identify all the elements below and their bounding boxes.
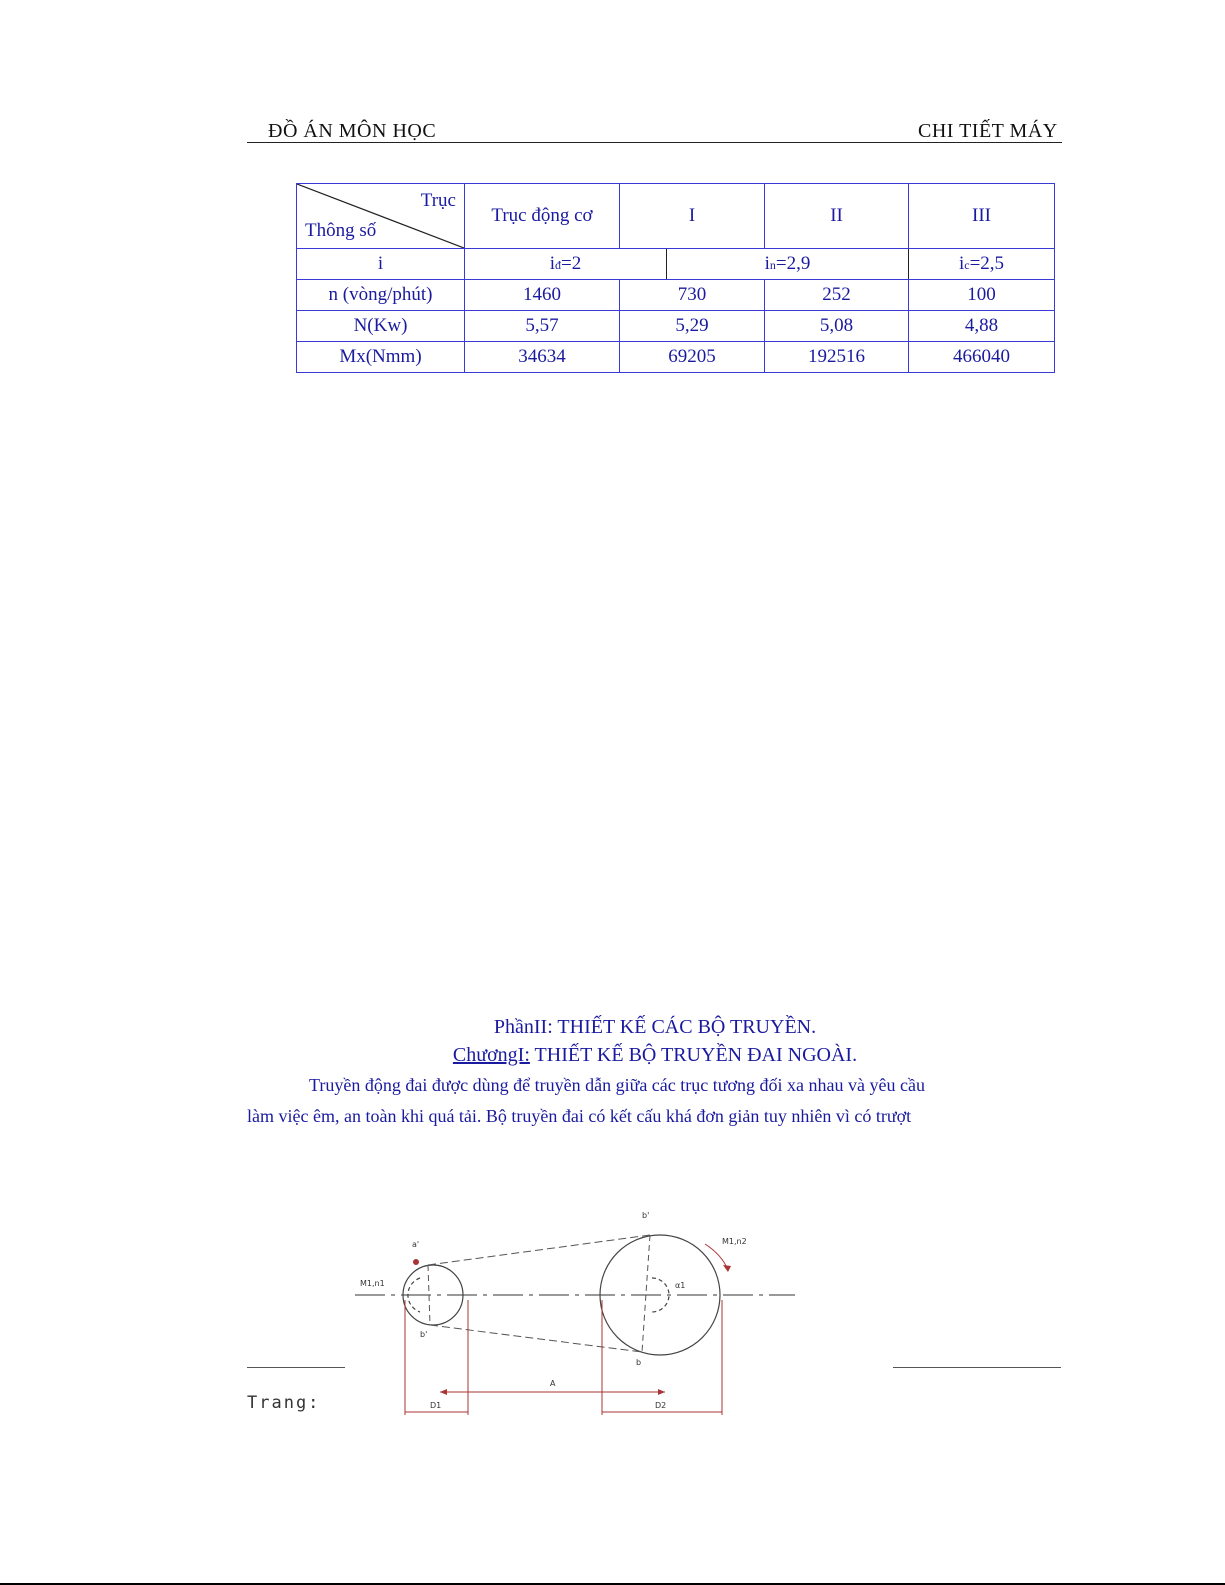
- arrow-icon: [440, 1389, 447, 1395]
- cell-power-motor: 5,57: [465, 311, 620, 342]
- table-header-row: [297, 184, 1055, 249]
- column-header-iii: III: [909, 184, 1055, 249]
- cell-speed-ii: 252: [765, 280, 909, 311]
- header-right-title: CHI TIẾT MÁY: [918, 120, 1058, 142]
- label-b-small: b': [420, 1330, 428, 1339]
- row-label-torque: Mx(Nmm): [297, 342, 465, 373]
- row-label-ratio: i: [297, 249, 465, 280]
- shaft-parameters-table: [296, 183, 1055, 373]
- column-header-i: I: [620, 184, 765, 249]
- column-header-motor: Trục động cơ: [465, 184, 620, 249]
- arrow-icon: [658, 1389, 665, 1395]
- ratio-subscript: đ: [555, 258, 562, 272]
- ratio-symbol: i: [764, 253, 770, 274]
- part-title: PhầnII: THIẾT KẾ CÁC BỘ TRUYỀN.: [493, 1016, 817, 1038]
- header-rule: [247, 142, 1062, 143]
- ratio-value: =2,5: [969, 253, 1005, 274]
- cell-torque-iii: 466040: [909, 342, 1055, 373]
- label-m2: M1,n2: [722, 1237, 747, 1246]
- ratio-symbol: i: [549, 253, 556, 274]
- cell-torque-i: 69205: [620, 342, 765, 373]
- label-b-prime: b': [642, 1211, 650, 1220]
- paragraph-line-1: Truyền động đai được dùng để truyền dẫn giữa các trục tương đối xa nhau và yêu cầu: [309, 1075, 925, 1095]
- ratio-cell-slow: [909, 249, 1055, 280]
- chapter-name: THIẾT KẾ BỘ TRUYỀN ĐAI NGOÀI.: [529, 1044, 858, 1066]
- row-label-power: N(Kw): [297, 311, 465, 342]
- page-number-label: Trang:: [247, 1393, 321, 1413]
- footer-rule-right: [893, 1367, 1061, 1368]
- cell-speed-i: 730: [620, 280, 765, 311]
- paragraph-line-2: làm việc êm, an toàn khi quá tải. Bộ truyền đai có kết cấu khá đơn giản tuy nhiên vì có trượt: [247, 1106, 912, 1126]
- column-header-ii: II: [765, 184, 909, 249]
- label-b: b: [636, 1358, 642, 1367]
- cell-speed-iii: 100: [909, 280, 1055, 311]
- corner-top-label: Trục: [420, 190, 456, 211]
- row-label-speed: n (vòng/phút): [297, 280, 465, 311]
- dimension-lines: [405, 1244, 728, 1415]
- corner-bottom-label: Thông số: [305, 220, 377, 241]
- table-corner-cell: [297, 184, 465, 249]
- cell-speed-motor: 1460: [465, 280, 620, 311]
- belt-drive-diagram: [350, 1200, 810, 1430]
- ratio-cell-belt: [465, 249, 667, 280]
- table-row-torque: [297, 342, 1055, 373]
- ratio-value: =2: [561, 253, 582, 274]
- arrow-icon: [723, 1265, 731, 1272]
- belt-strands: [428, 1235, 650, 1352]
- pulley-point-icon: [413, 1259, 419, 1265]
- label-d2: D2: [655, 1401, 667, 1410]
- cell-torque-ii: 192516: [765, 342, 909, 373]
- cell-power-i: 5,29: [620, 311, 765, 342]
- label-alpha: α1: [675, 1281, 686, 1290]
- footer-rule-left: [247, 1367, 345, 1368]
- cell-power-ii: 5,08: [765, 311, 909, 342]
- table-row-ratio: [297, 249, 1055, 280]
- table-row-speed: [297, 280, 1055, 311]
- ratio-symbol: i: [958, 253, 965, 274]
- chapter-title: [0, 1044, 1225, 1067]
- ratio-value: =2,9: [775, 253, 811, 274]
- ratio-subscript: n: [769, 258, 776, 272]
- label-m1: M1,n1: [360, 1279, 385, 1288]
- label-d1: D1: [430, 1401, 442, 1410]
- cell-power-iii: 4,88: [909, 311, 1055, 342]
- chapter-prefix: ChươngI:: [452, 1044, 530, 1066]
- ratio-subscript: c: [964, 258, 970, 272]
- cell-torque-motor: 34634: [465, 342, 620, 373]
- label-a-prime: a': [412, 1240, 420, 1249]
- ratio-cell-fast: [667, 249, 909, 280]
- header-left-title: ĐỒ ÁN MÔN HỌC: [268, 120, 437, 142]
- table-row-power: [297, 311, 1055, 342]
- label-center-distance: A: [550, 1379, 556, 1388]
